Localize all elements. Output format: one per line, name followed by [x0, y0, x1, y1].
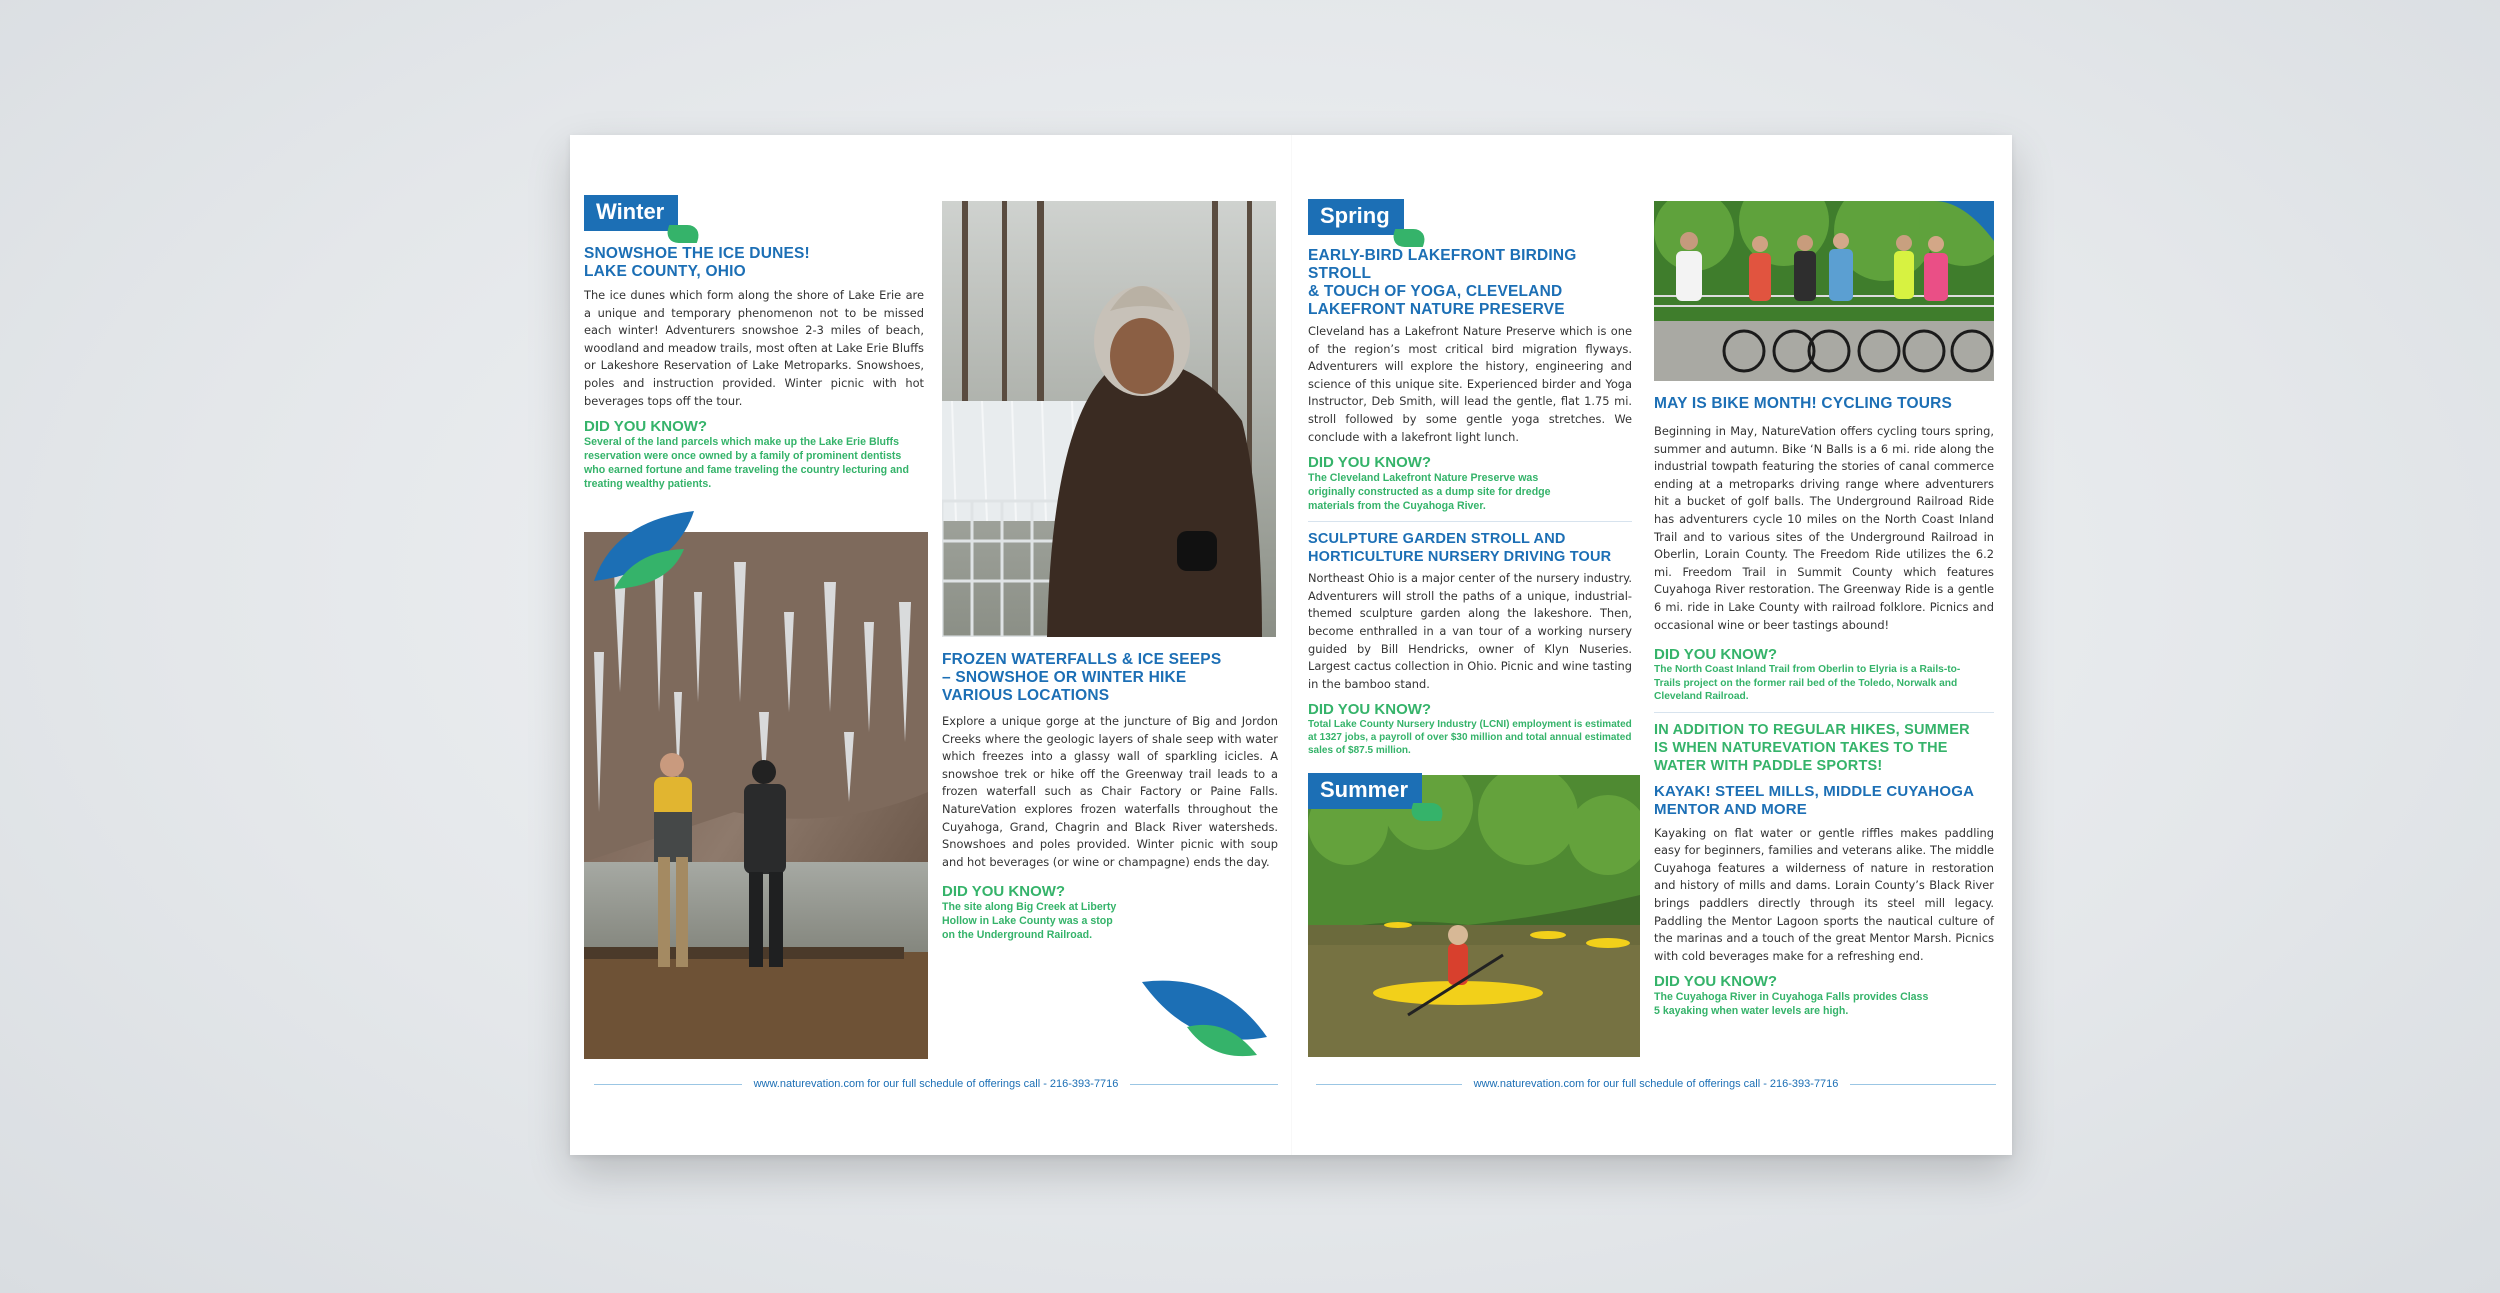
spring-column — [1308, 199, 1632, 757]
divider — [1308, 521, 1632, 522]
winter-title-1: SNOWSHOE THE ICE DUNES! LAKE COUNTY, OHIO — [584, 245, 810, 280]
winter-body-1: The ice dunes which form along the shore of Lake Erie are a unique and temporary phenomenon not to be missed each winter! Adventurers snowshoe 2-3 miles of beach, woodland and meadow trails, most often at Lake Erie Bluffs or Lakeshore Reservation of Lake Metroparks. Snowshoes, poles and instruction provided. Winter picnic with hot beverages tops off the tour. — [584, 288, 924, 408]
divider — [1654, 712, 1994, 713]
winter-column — [584, 195, 924, 491]
spring-body-3: Beginning in May, NatureVation offers cycling tours spring, summer and autumn. Bike ‘N Balls is a 6 mi. ride along the industrial towpath featuring the stories of canal commerce ending at a metroparks driving range where adventurers hit a bucket of golf balls. The Underground Railroad Ride has adventurers cycle 10 miles on the North Coast Inland Trail and to various sites of the Underground Railroad in Oberlin, Lorain County. The Freedom Ride utilizes the 6.2 mi. Freedom Trail in Summit County which features Cuyahoga River restoration. The Greenway Ride is a gentle 6 mi. ride in Lake County with railroad folklore. Picnics and occasional wine or beer tastings abound! — [1654, 424, 1994, 632]
spring-title-1: EARLY-BIRD LAKEFRONT BIRDING STROLL & TOUCH OF YOGA, CLEVELAND LAKEFRONT NATURE PRESERVE — [1308, 247, 1577, 318]
summer-title: KAYAK! STEEL MILLS, MIDDLE CUYAHOGA MENTOR AND MORE — [1654, 782, 1975, 818]
spring-dyk-2-text: Total Lake County Nursery Industry (LCNI) employment is estimated at 1327 jobs, a payroll of over $30 million and total annual estimated sales of $87.5 million. — [1308, 719, 1632, 757]
brochure-spread — [570, 135, 2012, 1155]
winter-dyk-1-title: DID YOU KNOW? — [584, 418, 708, 436]
leaf-icon — [1388, 229, 1429, 247]
winter-dyk-2-title: DID YOU KNOW? — [942, 883, 1066, 901]
winter-body-2: Explore a unique gorge at the juncture of Big and Jordon Creeks where the geologic layers of shale seep with water which freezes into a glassy wall of sparkling icicles. A snowshoe trek or hike off the Greenway trail leads to a frozen waterfall such as Chair Factory or Paine Falls. NatureVation explores frozen waterfalls throughout the Cuyahoga, Grand, Chagrin and Black River watersheds. Snowshoes and poles provided. Winter picnic with soup and hot beverages (or wine or champagne) ends the day. — [942, 714, 1278, 869]
leaf-decoration-icon — [594, 511, 704, 596]
spring-dyk-2-title: DID YOU KNOW? — [1308, 701, 1432, 719]
footer-contact-text: www.naturevation.com for our full schedule of offerings call - 216-393-7716 — [753, 1078, 1119, 1090]
spring-column-2 — [1654, 395, 1994, 1018]
summer-intro: IN ADDITION TO REGULAR HIKES, SUMMER IS WHEN NATUREVATION TAKES TO THE WATER WITH PADDLE SPORTS! — [1654, 721, 1970, 774]
spring-dyk-3-title: DID YOU KNOW? — [1654, 646, 1778, 664]
winter-dyk-2-text: The site along Big Creek at Liberty Hollow in Lake County was a stop on the Underground Railroad. — [942, 901, 1117, 942]
center-fold — [1291, 135, 1292, 1155]
spring-dyk-3-text: The North Coast Inland Trail from Oberlin to Elyria is a Rails-to-Trails project on the former rail bed of the Toledo, Norwalk and Cleveland Railroad. — [1654, 664, 1961, 703]
winter-dyk-1-text: Several of the land parcels which make up the Lake Erie Bluffs reservation were once owned by a family of prominent dentists who earned fortune and fame traveling the country lecturing and treating wealthy patients. — [584, 436, 909, 491]
spring-body-1: Cleveland has a Lakefront Nature Preserve which is one of the region’s most critical bird migration flyways. Adventurers will explore the history, engineering and science of this unique site. Experienced birder and Yoga Instructor, Deb Smith, will lead the gentle, flat 1.75 mi. stroll followed by some gentle yoga stretches. We conclude with a lakefront light lunch. — [1308, 324, 1632, 444]
summer-tag: Summer — [1308, 773, 1422, 809]
footer-right — [1316, 1077, 1996, 1091]
summer-body: Kayaking on flat water or gentle riffles makes paddling easy for beginners, families and veterans alike. The middle Cuyahoga features a wilderness of nature in restoration and history of mills and dams. Lorain County’s Black River brings paddlers directly through its steel mill legacy. Paddling the Mentor Lagoon sports the nautical culture of the marinas and a touch of the great Mentor Marsh. Picnics with cold beverages make for a refreshing end. — [1654, 825, 1994, 963]
spring-title-3: MAY IS BIKE MONTH! CYCLING TOURS — [1654, 395, 1953, 412]
kayak-photo — [1308, 775, 1640, 1057]
spring-dyk-1-title: DID YOU KNOW? — [1308, 454, 1432, 472]
footer-left — [594, 1077, 1278, 1091]
leaf-icon — [663, 225, 704, 243]
waterfall-woman-photo — [942, 201, 1276, 637]
footer-contact-text: www.naturevation.com for our full schedule of offerings call - 216-393-7716 — [1473, 1078, 1839, 1090]
spring-body-2: Northeast Ohio is a major center of the nursery industry. Adventurers will stroll the paths of a unique, industrial-themed sculpture garden along the lakeshore. Then, become enthralled in a van tour of a working nursery guided by Bill Hendricks, owner of Klyn Nuseries. Largest cactus collection in Ohio. Picnic and wine tasting in the bamboo stand. — [1308, 571, 1632, 691]
winter-column-2 — [942, 651, 1278, 942]
spring-title-2: SCULPTURE GARDEN STROLL AND HORTICULTURE NURSERY DRIVING TOUR — [1308, 531, 1612, 566]
summer-dyk-text: The Cuyahoga River in Cuyahoga Falls provides Class 5 kayaking when water levels are high. — [1654, 991, 1929, 1018]
winter-title-2: FROZEN WATERFALLS & ICE SEEPS – SNOWSHOE OR WINTER HIKE VARIOUS LOCATIONS — [942, 651, 1222, 704]
spring-dyk-1-text: The Cleveland Lakefront Nature Preserve was originally constructed as a dump site for dredge materials from the Cuyahoga River. — [1308, 472, 1551, 513]
winter-tag: Winter — [584, 195, 678, 231]
spring-tag: Spring — [1308, 199, 1404, 235]
ice-cliff-photo — [584, 532, 928, 1059]
leaf-decoration-icon — [1142, 977, 1272, 1062]
summer-dyk-title: DID YOU KNOW? — [1654, 973, 1778, 991]
cyclists-photo — [1654, 201, 1994, 381]
